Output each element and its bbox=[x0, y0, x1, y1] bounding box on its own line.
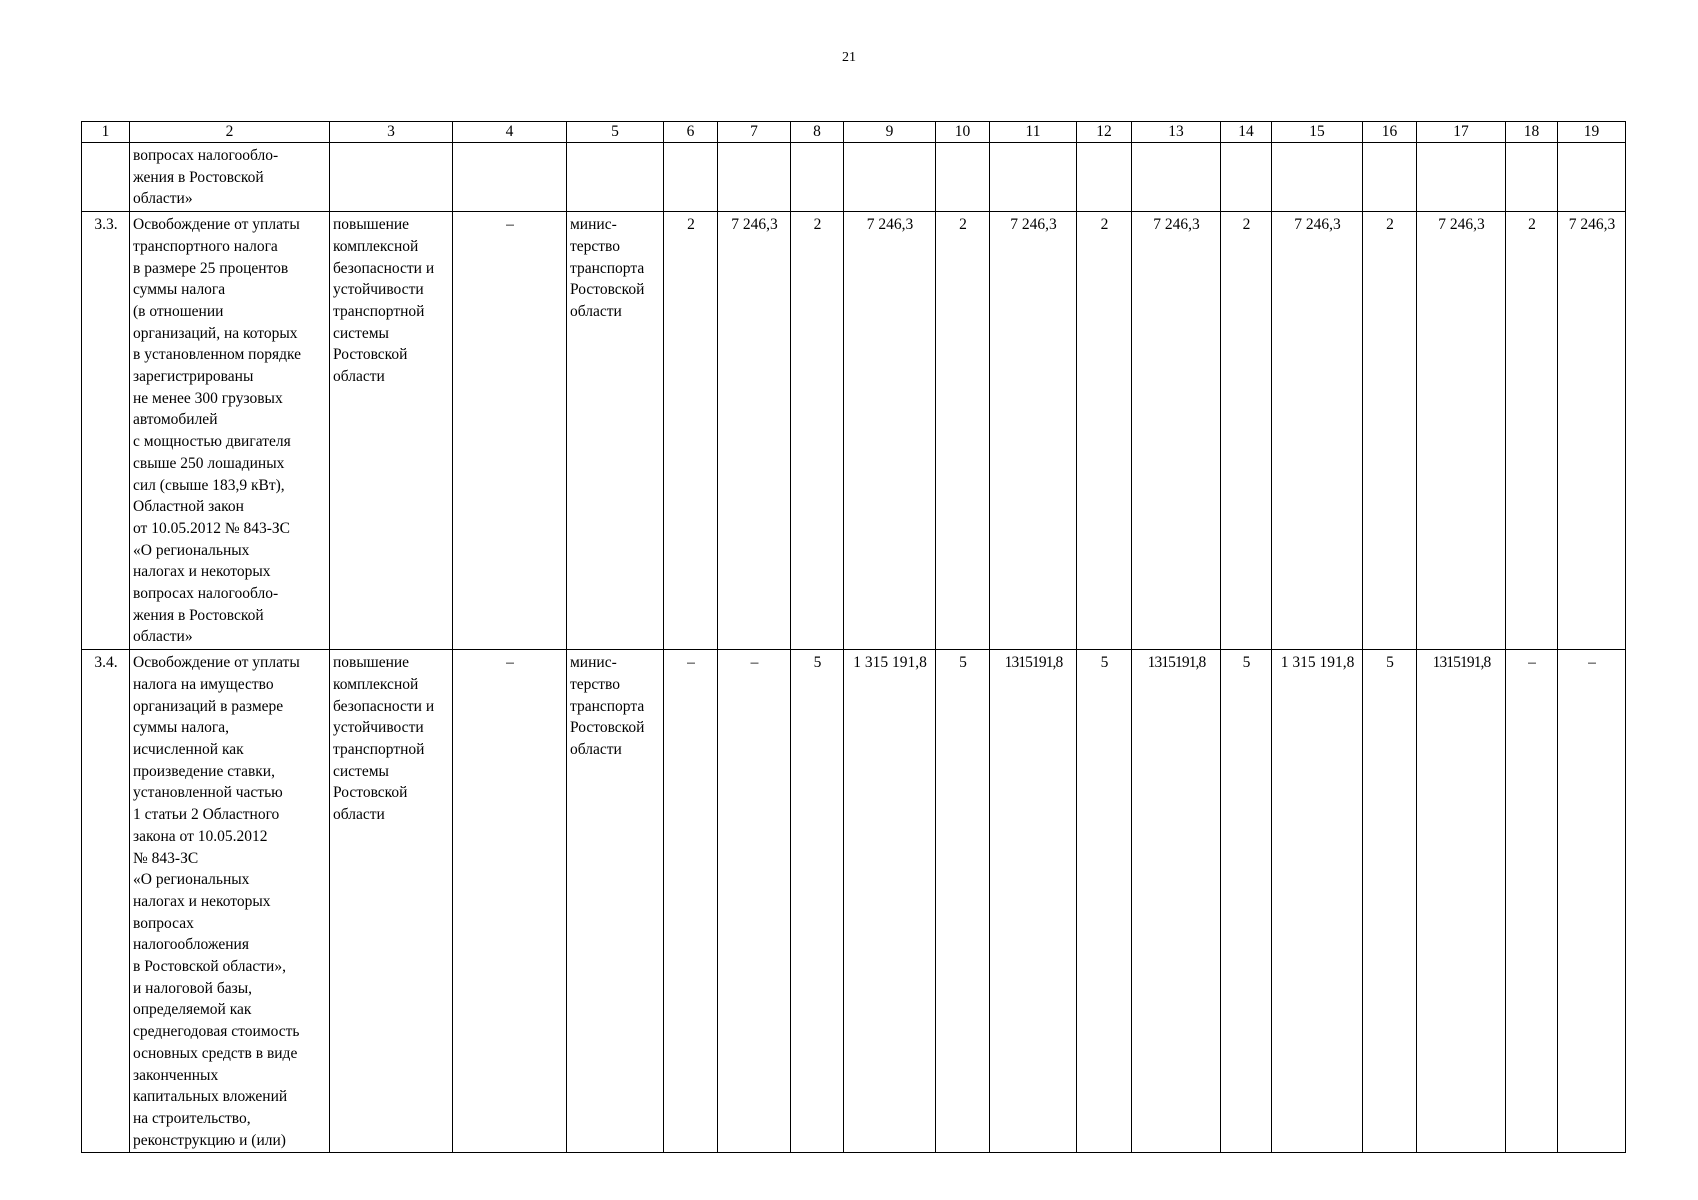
table-cell: – bbox=[453, 650, 567, 1153]
table-cell: – bbox=[664, 650, 718, 1153]
table-cell bbox=[718, 143, 791, 212]
page-number: 21 bbox=[842, 50, 856, 65]
table-cell bbox=[990, 143, 1077, 212]
table-cell: 7 246,3 bbox=[1272, 212, 1363, 650]
table-cell bbox=[453, 143, 567, 212]
column-header: 3 bbox=[330, 122, 453, 143]
table-cell: 1315191,8 bbox=[990, 650, 1077, 1153]
table-cell bbox=[791, 143, 844, 212]
table-cell: 1 315 191,8 bbox=[844, 650, 936, 1153]
column-header: 19 bbox=[1558, 122, 1626, 143]
row-number: 3.4. bbox=[82, 650, 130, 1153]
table-cell: 2 bbox=[791, 212, 844, 650]
column-header: 8 bbox=[791, 122, 844, 143]
table-cell: 2 bbox=[1363, 212, 1417, 650]
table-cell: 7 246,3 bbox=[990, 212, 1077, 650]
table-row-continuation bbox=[82, 143, 1626, 212]
table-cell bbox=[1272, 143, 1363, 212]
table-cell: – bbox=[718, 650, 791, 1153]
benefit-goal bbox=[330, 143, 453, 212]
table-cell: 2 bbox=[1221, 212, 1272, 650]
benefit-description: Освобождение от уплаты транспортного налога в размере 25 процентов суммы налога (в отношении организаций, на которых в установленном порядке зарегистрированы не менее 300 грузовых автомобилей с мощностью двигателя свыше 250 лошадиных сил (свыше 183,9 кВт), Областной закон от 10.05.2012 № 843-ЗС «О региональных налогах и некоторых вопросах налогообло- жения в Ростовской области» bbox=[130, 212, 330, 650]
table-cell bbox=[1417, 143, 1506, 212]
table-cell: 2 bbox=[1077, 212, 1132, 650]
table-cell: – bbox=[1506, 650, 1558, 1153]
column-header: 2 bbox=[130, 122, 330, 143]
row-number: 3.3. bbox=[82, 212, 130, 650]
table-cell: 5 bbox=[1363, 650, 1417, 1153]
table-cell: 7 246,3 bbox=[1558, 212, 1626, 650]
benefit-description: Освобождение от уплаты налога на имущество организаций в размере суммы налога, исчисленной как произведение ставки, установленной частью 1 статьи 2 Областного закона от 10.05.2012 № 843-ЗС «О региональных налогах и некоторых вопросах налогообложения в Ростовской области», и налоговой базы, определяемой как среднегодовая стоимость основных средств в виде законченных капитальных вложений на строительство, реконструкцию и (или) bbox=[130, 650, 330, 1153]
table-cell: 1315191,8 bbox=[1417, 650, 1506, 1153]
column-header: 9 bbox=[844, 122, 936, 143]
table-cell bbox=[936, 143, 990, 212]
table-cell: 5 bbox=[1221, 650, 1272, 1153]
table-row-3-3 bbox=[82, 212, 1626, 650]
column-header: 17 bbox=[1417, 122, 1506, 143]
table-cell: 5 bbox=[791, 650, 844, 1153]
table-cell: 1315191,8 bbox=[1132, 650, 1221, 1153]
benefit-goal: повышение комплексной безопасности и устойчивости транспортной системы Ростовской области bbox=[330, 212, 453, 650]
row-number bbox=[82, 143, 130, 212]
table-cell: 2 bbox=[664, 212, 718, 650]
column-header: 5 bbox=[567, 122, 664, 143]
table-cell bbox=[1221, 143, 1272, 212]
table-cell: 5 bbox=[1077, 650, 1132, 1153]
tax-relief-table bbox=[81, 121, 1626, 1153]
table-cell: 2 bbox=[936, 212, 990, 650]
column-header: 11 bbox=[990, 122, 1077, 143]
table-cell: 1 315 191,8 bbox=[1272, 650, 1363, 1153]
column-header: 14 bbox=[1221, 122, 1272, 143]
table-row-3-4 bbox=[82, 650, 1626, 1153]
table-cell bbox=[1077, 143, 1132, 212]
table-cell bbox=[1506, 143, 1558, 212]
column-number-row bbox=[82, 122, 1626, 143]
table-cell bbox=[664, 143, 718, 212]
column-header: 10 bbox=[936, 122, 990, 143]
table-cell bbox=[1363, 143, 1417, 212]
curator: минис- терство транспорта Ростовской области bbox=[567, 212, 664, 650]
table-cell: 7 246,3 bbox=[718, 212, 791, 650]
benefit-description: вопросах налогообло- жения в Ростовской области» bbox=[130, 143, 330, 212]
column-header: 7 bbox=[718, 122, 791, 143]
curator bbox=[567, 143, 664, 212]
column-header: 12 bbox=[1077, 122, 1132, 143]
table-cell: 7 246,3 bbox=[1132, 212, 1221, 650]
table-cell: 2 bbox=[1506, 212, 1558, 650]
table-cell: 5 bbox=[936, 650, 990, 1153]
benefit-goal: повышение комплексной безопасности и устойчивости транспортной системы Ростовской области bbox=[330, 650, 453, 1153]
column-header: 1 bbox=[82, 122, 130, 143]
table-cell: – bbox=[1558, 650, 1626, 1153]
table-cell bbox=[1132, 143, 1221, 212]
column-header: 16 bbox=[1363, 122, 1417, 143]
curator: минис- терство транспорта Ростовской области bbox=[567, 650, 664, 1153]
column-header: 6 bbox=[664, 122, 718, 143]
column-header: 13 bbox=[1132, 122, 1221, 143]
table-cell bbox=[1558, 143, 1626, 212]
table-cell: 7 246,3 bbox=[844, 212, 936, 650]
table-cell: 7 246,3 bbox=[1417, 212, 1506, 650]
column-header: 18 bbox=[1506, 122, 1558, 143]
column-header: 15 bbox=[1272, 122, 1363, 143]
column-header: 4 bbox=[453, 122, 567, 143]
table-cell bbox=[844, 143, 936, 212]
table-cell: – bbox=[453, 212, 567, 650]
